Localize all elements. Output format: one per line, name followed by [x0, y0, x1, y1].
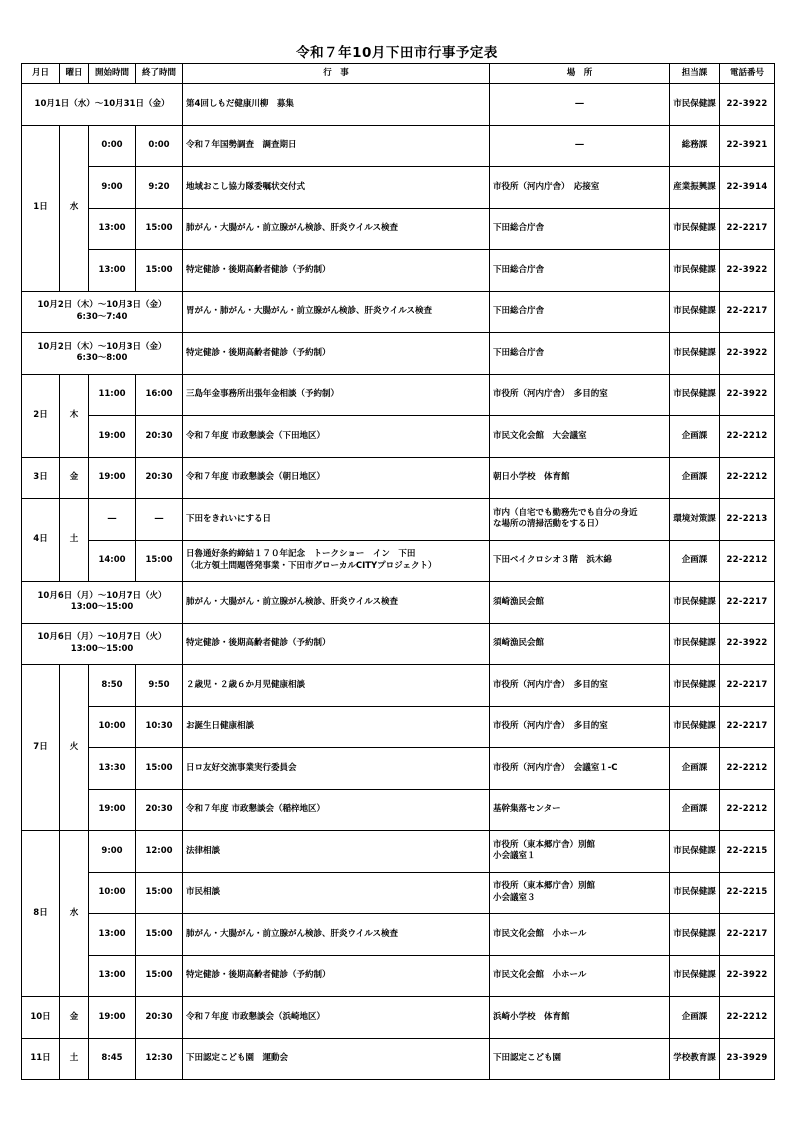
place-cell: 市役所（河内庁舎） 多目的室	[490, 665, 670, 707]
place-cell: 市役所（河内庁舎） 多目的室	[490, 374, 670, 416]
event-cell: 三島年金事務所出張年金相談（予約制）	[183, 374, 490, 416]
event-cell: 胃がん・肺がん・大腸がん・前立腺がん検診、肝炎ウイルス検査	[183, 291, 490, 333]
tel-cell: 22-3914	[720, 167, 775, 209]
table-row	[22, 125, 775, 167]
end-cell: 20:30	[136, 457, 183, 499]
header-row	[22, 64, 775, 84]
table-row	[22, 416, 775, 458]
tel-cell: 22-2212	[720, 748, 775, 790]
start-cell: 13:00	[89, 955, 136, 997]
day-cell: 7日	[22, 665, 60, 831]
tel-cell: 22-3922	[720, 333, 775, 375]
tel-cell: 22-2212	[720, 416, 775, 458]
day-cell: 3日	[22, 457, 60, 499]
dept-cell: 市民保健課	[670, 333, 720, 375]
event-cell: 肺がん・大腸がん・前立腺がん検診、肝炎ウイルス検査	[183, 582, 490, 624]
dept-cell: 市民保健課	[670, 84, 720, 126]
event-cell: 肺がん・大腸がん・前立腺がん検診、肝炎ウイルス検査	[183, 914, 490, 956]
dept-cell: 企画課	[670, 540, 720, 582]
weekday-cell: 金	[60, 997, 89, 1039]
tel-cell: 22-3922	[720, 84, 775, 126]
event-cell: お誕生日健康相談	[183, 706, 490, 748]
end-cell: 15:00	[136, 208, 183, 250]
weekday-cell: 木	[60, 374, 89, 457]
day-cell: 2日	[22, 374, 60, 457]
table-row	[22, 291, 775, 333]
table-row	[22, 457, 775, 499]
dept-cell: 企画課	[670, 997, 720, 1039]
tel-cell: 22-3922	[720, 374, 775, 416]
event-cell: 地域おこし協力隊委嘱状交付式	[183, 167, 490, 209]
event-cell: 下田をきれいにする日	[183, 499, 490, 541]
start-cell: 13:00	[89, 208, 136, 250]
dept-cell: 市民保健課	[670, 914, 720, 956]
date-span: 10月2日（木）～10月3日（金） 6:30～8:00	[22, 333, 183, 375]
table-row	[22, 499, 775, 541]
start-cell: 10:00	[89, 706, 136, 748]
event-cell: 肺がん・大腸がん・前立腺がん検診、肝炎ウイルス検査	[183, 208, 490, 250]
event-cell: 特定健診・後期高齢者健診（予約制）	[183, 623, 490, 665]
dept-cell: 市民保健課	[670, 706, 720, 748]
event-cell: 令和７年度 市政懇談会（朝日地区）	[183, 457, 490, 499]
tel-cell: 22-2212	[720, 457, 775, 499]
header-end: 終了時間	[136, 64, 183, 84]
place-cell: 市民文化会館 小ホール	[490, 955, 670, 997]
tel-cell: 22-2217	[720, 291, 775, 333]
event-cell: 特定健診・後期高齢者健診（予約制）	[183, 955, 490, 997]
dept-cell: 市民保健課	[670, 374, 720, 416]
start-cell: 8:45	[89, 1038, 136, 1080]
tel-cell: 22-2212	[720, 789, 775, 831]
end-cell: 20:30	[136, 997, 183, 1039]
place-cell: 下田総合庁舎	[490, 208, 670, 250]
event-cell: 日魯通好条約締結１７０年記念 トークショー イン 下田 （北方領土問題啓発事業・下田市グローカルCITYプロジェクト）	[183, 540, 490, 582]
end-cell: 0:00	[136, 125, 183, 167]
table-row	[22, 333, 775, 375]
event-cell: ２歳児・２歳６か月児健康相談	[183, 665, 490, 707]
place-cell: 下田総合庁舎	[490, 333, 670, 375]
start-cell: 19:00	[89, 457, 136, 499]
weekday-cell: 金	[60, 457, 89, 499]
dept-cell: 企画課	[670, 748, 720, 790]
header-month-day: 月日	[22, 64, 60, 84]
dept-cell: 市民保健課	[670, 208, 720, 250]
start-cell: 10:00	[89, 872, 136, 914]
table-row	[22, 208, 775, 250]
place-cell: 下田総合庁舎	[490, 250, 670, 292]
start-cell: 9:00	[89, 831, 136, 873]
place-cell: 須崎漁民会館	[490, 623, 670, 665]
tel-cell: 22-2212	[720, 997, 775, 1039]
table-row	[22, 623, 775, 665]
tel-cell: 22-3922	[720, 955, 775, 997]
end-cell: 9:20	[136, 167, 183, 209]
place-cell: 下田ベイクロシオ３階 浜木綿	[490, 540, 670, 582]
event-cell: 市民相談	[183, 872, 490, 914]
table-row	[22, 582, 775, 624]
place-cell: 市民文化会館 小ホール	[490, 914, 670, 956]
place-cell: ―	[490, 84, 670, 126]
day-cell: 11日	[22, 1038, 60, 1080]
event-cell: 第4回しもだ健康川柳 募集	[183, 84, 490, 126]
place-cell: ―	[490, 125, 670, 167]
end-cell: 15:00	[136, 540, 183, 582]
start-cell: 19:00	[89, 997, 136, 1039]
start-cell: ―	[89, 499, 136, 541]
day-cell: 4日	[22, 499, 60, 582]
tel-cell: 22-3921	[720, 125, 775, 167]
place-cell: 市役所（東本郷庁舎）別館 小会議室１	[490, 831, 670, 873]
weekday-cell: 土	[60, 1038, 89, 1080]
place-cell: 朝日小学校 体育館	[490, 457, 670, 499]
day-cell: 1日	[22, 125, 60, 291]
table-row	[22, 789, 775, 831]
place-cell: 市内（自宅でも勤務先でも自分の身近 な場所の清掃活動をする日）	[490, 499, 670, 541]
schedule-table	[21, 63, 775, 1080]
table-row	[22, 955, 775, 997]
dept-cell: 市民保健課	[670, 831, 720, 873]
start-cell: 19:00	[89, 416, 136, 458]
table-row	[22, 706, 775, 748]
tel-cell: 22-2213	[720, 499, 775, 541]
date-span: 10月2日（木）～10月3日（金） 6:30～7:40	[22, 291, 183, 333]
place-cell: 下田総合庁舎	[490, 291, 670, 333]
date-span: 10月6日（月）～10月7日（火） 13:00～15:00	[22, 582, 183, 624]
dept-cell: 市民保健課	[670, 665, 720, 707]
end-cell: 12:30	[136, 1038, 183, 1080]
table-row	[22, 1038, 775, 1080]
header-dept: 担当課	[670, 64, 720, 84]
dept-cell: 市民保健課	[670, 291, 720, 333]
end-cell: ―	[136, 499, 183, 541]
start-cell: 0:00	[89, 125, 136, 167]
header-tel: 電話番号	[720, 64, 775, 84]
start-cell: 11:00	[89, 374, 136, 416]
weekday-cell: 土	[60, 499, 89, 582]
event-cell: 特定健診・後期高齢者健診（予約制）	[183, 250, 490, 292]
dept-cell: 総務課	[670, 125, 720, 167]
end-cell: 10:30	[136, 706, 183, 748]
place-cell: 浜崎小学校 体育館	[490, 997, 670, 1039]
start-cell: 8:50	[89, 665, 136, 707]
table-row	[22, 665, 775, 707]
tel-cell: 22-2217	[720, 914, 775, 956]
place-cell: 市役所（河内庁舎） 会議室１-C	[490, 748, 670, 790]
start-cell: 13:00	[89, 914, 136, 956]
table-row	[22, 831, 775, 873]
event-cell: 法律相談	[183, 831, 490, 873]
day-cell: 10日	[22, 997, 60, 1039]
place-cell: 須崎漁民会館	[490, 582, 670, 624]
table-row	[22, 748, 775, 790]
dept-cell: 学校教育課	[670, 1038, 720, 1080]
event-cell: 特定健診・後期高齢者健診（予約制）	[183, 333, 490, 375]
tel-cell: 22-2217	[720, 208, 775, 250]
dept-cell: 産業振興課	[670, 167, 720, 209]
dept-cell: 企画課	[670, 416, 720, 458]
end-cell: 16:00	[136, 374, 183, 416]
dept-cell: 市民保健課	[670, 955, 720, 997]
date-span: 10月6日（月）～10月7日（火） 13:00～15:00	[22, 623, 183, 665]
tel-cell: 22-2212	[720, 540, 775, 582]
end-cell: 20:30	[136, 789, 183, 831]
end-cell: 15:00	[136, 955, 183, 997]
end-cell: 15:00	[136, 914, 183, 956]
tel-cell: 22-2217	[720, 582, 775, 624]
header-start: 開始時間	[89, 64, 136, 84]
end-cell: 12:00	[136, 831, 183, 873]
event-cell: 令和７年度 市政懇談会（下田地区）	[183, 416, 490, 458]
weekday-cell: 火	[60, 665, 89, 831]
event-cell: 令和７年度 市政懇談会（稲梓地区）	[183, 789, 490, 831]
place-cell: 市役所（東本郷庁舎）別館 小会議室３	[490, 872, 670, 914]
weekday-cell: 水	[60, 125, 89, 291]
tel-cell: 22-2215	[720, 872, 775, 914]
end-cell: 9:50	[136, 665, 183, 707]
start-cell: 9:00	[89, 167, 136, 209]
event-cell: 令和７年度 市政懇談会（浜崎地区）	[183, 997, 490, 1039]
table-row	[22, 250, 775, 292]
table-row	[22, 167, 775, 209]
dept-cell: 市民保健課	[670, 250, 720, 292]
header-event: 行 事	[183, 64, 490, 84]
event-cell: 下田認定こども園 運動会	[183, 1038, 490, 1080]
header-place: 場 所	[490, 64, 670, 84]
start-cell: 13:30	[89, 748, 136, 790]
dept-cell: 市民保健課	[670, 582, 720, 624]
weekday-cell: 水	[60, 831, 89, 997]
dept-cell: 市民保健課	[670, 872, 720, 914]
dept-cell: 企画課	[670, 457, 720, 499]
table-row	[22, 374, 775, 416]
start-cell: 19:00	[89, 789, 136, 831]
event-cell: 令和７年国勢調査 調査期日	[183, 125, 490, 167]
end-cell: 20:30	[136, 416, 183, 458]
start-cell: 13:00	[89, 250, 136, 292]
tel-cell: 23-3929	[720, 1038, 775, 1080]
table-row	[22, 872, 775, 914]
place-cell: 市役所（河内庁舎） 多目的室	[490, 706, 670, 748]
table-row	[22, 914, 775, 956]
dept-cell: 企画課	[670, 789, 720, 831]
dept-cell: 市民保健課	[670, 623, 720, 665]
event-cell: 日ロ友好交流事業実行委員会	[183, 748, 490, 790]
place-cell: 下田認定こども園	[490, 1038, 670, 1080]
tel-cell: 22-3922	[720, 250, 775, 292]
end-cell: 15:00	[136, 748, 183, 790]
end-cell: 15:00	[136, 250, 183, 292]
place-cell: 市役所（河内庁舎） 応接室	[490, 167, 670, 209]
date-span: 10月1日（水）～10月31日（金）	[22, 84, 183, 126]
page-title: 令和７年10月下田市行事予定表	[296, 45, 498, 61]
tel-cell: 22-2215	[720, 831, 775, 873]
place-cell: 市民文化会館 大会議室	[490, 416, 670, 458]
tel-cell: 22-2217	[720, 665, 775, 707]
place-cell: 基幹集落センター	[490, 789, 670, 831]
dept-cell: 環境対策課	[670, 499, 720, 541]
header-weekday: 曜日	[60, 64, 89, 84]
start-cell: 14:00	[89, 540, 136, 582]
end-cell: 15:00	[136, 872, 183, 914]
tel-cell: 22-3922	[720, 623, 775, 665]
tel-cell: 22-2217	[720, 706, 775, 748]
day-cell: 8日	[22, 831, 60, 997]
table-row	[22, 540, 775, 582]
table-row	[22, 997, 775, 1039]
table-row	[22, 84, 775, 126]
